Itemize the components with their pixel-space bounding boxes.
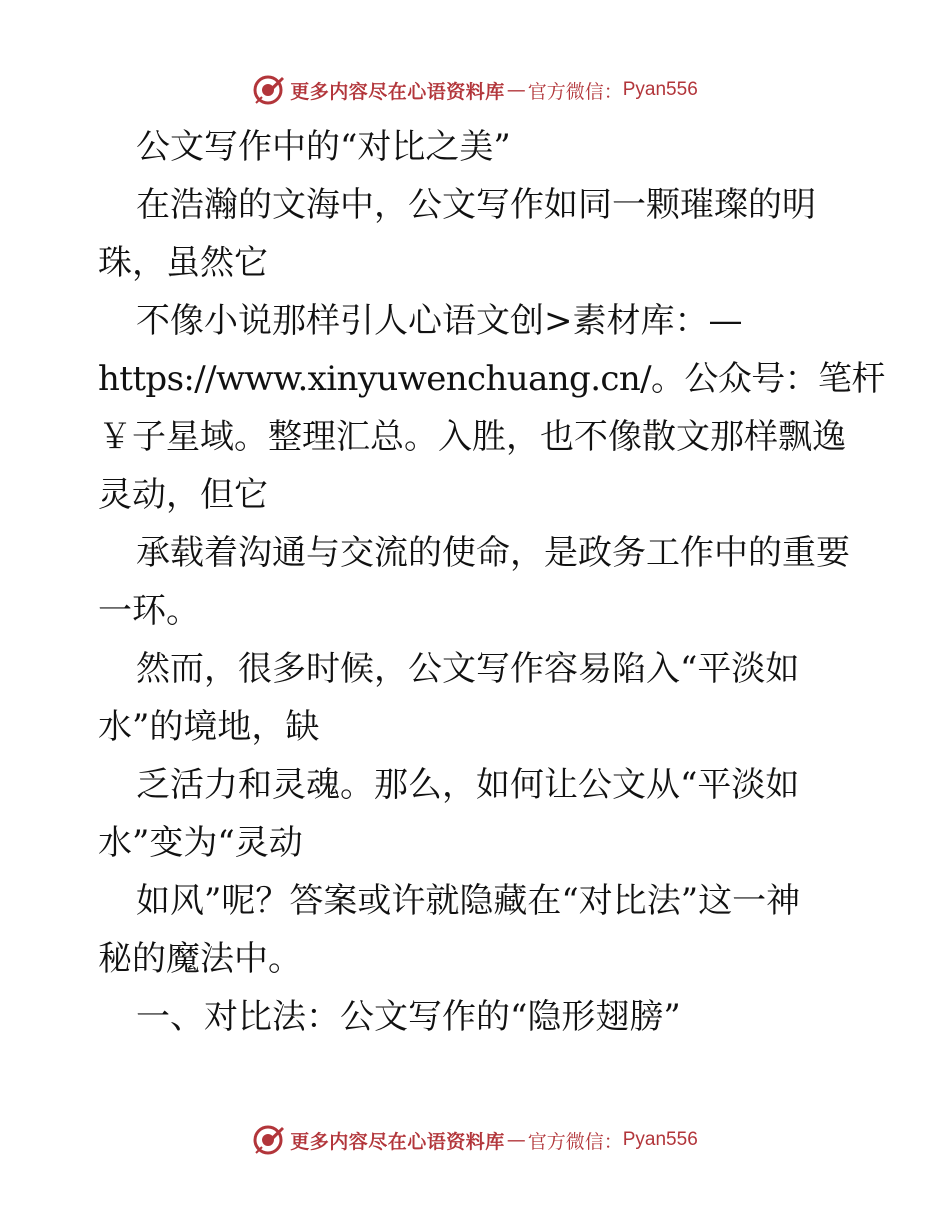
banner-wechat-label: 官方微信： (527, 80, 623, 103)
text-line: 承载着沟通与交流的使命，是政务工作中的重要 (136, 533, 850, 573)
text-line: 然而，很多时候，公文写作容易陷入“平淡如 (136, 649, 800, 689)
text-line: 水”的境地，缺 (98, 707, 320, 747)
header-banner (0, 70, 950, 110)
text-line: 水”变为“灵动 (98, 823, 303, 863)
text-line: 一环。 (98, 591, 200, 631)
section-heading: 一、对比法：公文写作的“隐形翅膀” (136, 997, 681, 1037)
document-title: 公文写作中的“对比之美” (136, 127, 511, 167)
banner-separator: — (506, 1129, 526, 1151)
text-line: 如风”呢？答案或许就隐藏在“对比法”这一神 (136, 881, 801, 921)
banner-wechat-id: Pyan556 (622, 79, 698, 100)
banner-wechat-label: 官方微信： (527, 1130, 623, 1153)
pen-logo-icon (252, 1123, 286, 1157)
text-line: 灵动，但它 (98, 475, 268, 515)
banner-wechat-id: Pyan556 (622, 1129, 698, 1150)
banner-separator: — (506, 79, 526, 101)
text-line: 乏活力和灵魂。那么，如何让公文从“平淡如 (136, 765, 800, 805)
text-line: ￥子星域。整理汇总。入胜，也不像散文那样飘逸 (98, 417, 846, 457)
text-line: 珠，虽然它 (98, 243, 268, 283)
text-line: https://www.xinyuwenchuang.cn/。公众号：笔杆 (98, 359, 885, 399)
document-body (98, 118, 885, 1046)
text-line: 不像小说那样引人心语文创>素材库：— (136, 301, 743, 341)
text-line: 在浩瀚的文海中，公文写作如同一颗璀璨的明 (136, 185, 816, 225)
text-line: 秘的魔法中。 (98, 939, 302, 979)
footer-banner (0, 1120, 950, 1160)
banner-title: 更多内容尽在心语资料库 (290, 1130, 505, 1153)
pen-logo-icon (252, 73, 286, 107)
banner-title: 更多内容尽在心语资料库 (290, 80, 505, 103)
